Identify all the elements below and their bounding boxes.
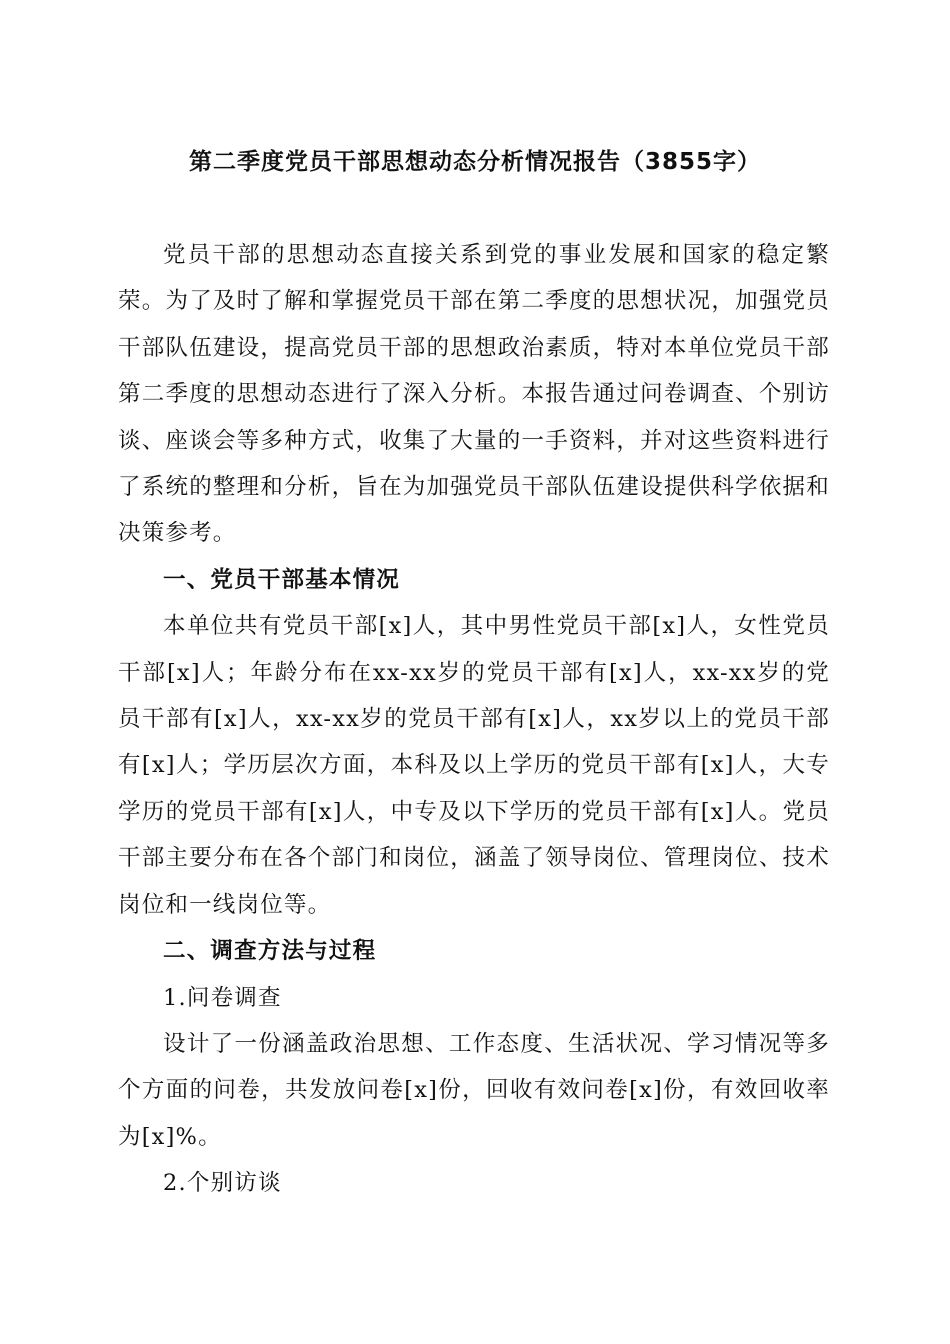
document-title: 第二季度党员干部思想动态分析情况报告（3855字）	[188, 149, 761, 175]
subsection-1-heading: 1.问卷调查	[163, 984, 282, 1011]
section-2-heading: 二、调查方法与过程	[163, 938, 377, 965]
section-1-heading: 一、党员干部基本情况	[163, 566, 401, 593]
subsection-1-paragraph: 设计了一份涵盖政治思想、工作态度、生活状况、学习情况等多个方面的问卷，共发放问卷[x]份，回收有效问卷[x]份，有效回收率为[x]%。	[118, 1030, 830, 1150]
intro-paragraph: 党员干部的思想动态直接关系到党的事业发展和国家的稳定繁荣。为了及时了解和掌握党员干部在第二季度的思想状况，加强党员干部队伍建设，提高党员干部的思想政治素质，特对本单位党员干部第二季度的思想动态进行了深入分析。本报告通过问卷调查、个别访谈、座谈会等多种方式，收集了大量的一手资料，并对这些资料进行了系统的整理和分析，旨在为加强党员干部队伍建设提供科学依据和决策参考。	[118, 242, 830, 547]
section-1-paragraph: 本单位共有党员干部[x]人，其中男性党员干部[x]人，女性党员干部[x]人；年龄分布在xx-xx岁的党员干部有[x]人，xx-xx岁的党员干部有[x]人，xx-xx岁的党员干部有[x]人，xx岁以上的党员干部有[x]人；学历层次方面，本科及以上学历的党员干部有[x]人，大专学历的党员干部有[x]人，中专及以下学历的党员干部有[x]人。党员干部主要分布在各个部门和岗位，涵盖了领导岗位、管理岗位、技术岗位和一线岗位等。	[118, 613, 830, 918]
subsection-2-heading: 2.个别访谈	[163, 1170, 282, 1197]
document-body	[118, 232, 830, 1207]
